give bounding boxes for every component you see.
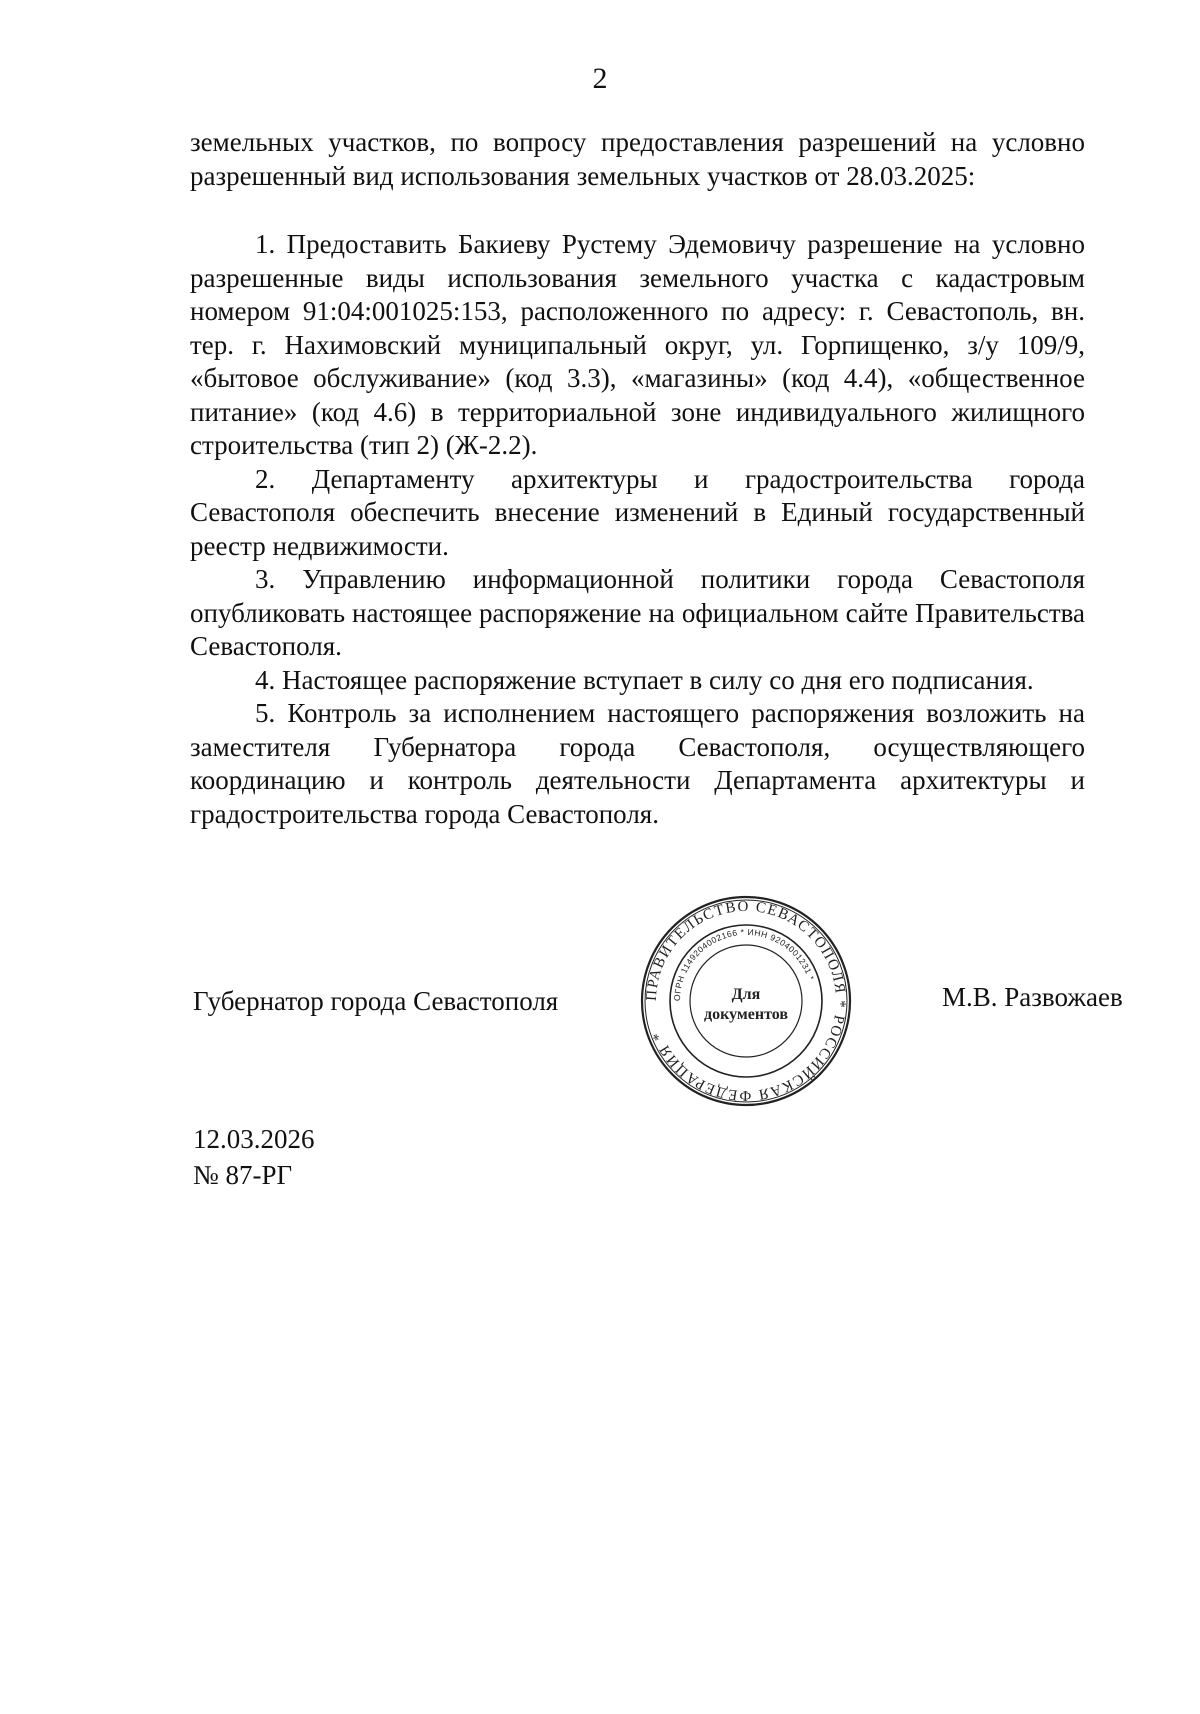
decree-item-5: 5. Контроль за исполнением настоящего распоряжения возложить на заместителя Губернатора города Севастополя, осуществляющего координацию и контроль деятельности Департамента архитектуры и градостроительства города Севастополя. (190, 698, 1085, 829)
page-number: 2 (592, 62, 608, 95)
signatory-title: Губернатор города Севастополя (193, 986, 559, 1016)
seal-outer-text: ПРАВИТЕЛЬСТВО СЕВАСТОПОЛЯ * РОССИЙСКАЯ ФЕДЕРАЦИЯ * (643, 898, 849, 1104)
official-seal (640, 895, 852, 1107)
decree-item-3: 3. Управлению информационной политики города Севастополя опубликовать настоящее распоряжение на официальном сайте Правительства Севастополя. (190, 564, 1085, 661)
document-date: 12.03.2026 (193, 1124, 315, 1154)
seal-center-line-2: документов (704, 1006, 788, 1023)
signatory-name: М.В. Развожаев (942, 982, 1123, 1012)
intro-paragraph: земельных участков, по вопросу предоставления разрешений на условно разрешенный вид использования земельных участков от 28.03.2025: (190, 127, 1085, 191)
decree-item-4: 4. Настоящее распоряжение вступает в силу со дня его подписания. (255, 664, 1034, 695)
seal-inner-text: ОГРН 1149204002166 * ИНН 9204001231 * (671, 926, 817, 1002)
seal-center-line-1: Для (731, 986, 761, 1003)
document-number: № 87-РГ (193, 1160, 293, 1190)
decree-item-2: 2. Департаменту архитектуры и градостроительства города Севастополя обеспечить внесение изменений в Единый государственный реестр недвижимости. (190, 463, 1085, 561)
decree-item-1: 1. Предоставить Бакиеву Рустему Эдемовичу разрешение на условно разрешенные виды использования земельного участка с кадастровым номером 91:04:001025:153, расположенного по адресу: г. Севастополь, вн. тер. г. Нахимовский муниципальный округ, ул. Горпищенко, з/у 109/9, «бытовое обслуживание» (код 3.3), «магазины» (код 4.4), «общественное питание» (код 4.6) в территориальной зоне индивидуального жилищного строительства (тип 2) (Ж-2.2). (190, 229, 1085, 460)
decree-items (190, 228, 1085, 831)
